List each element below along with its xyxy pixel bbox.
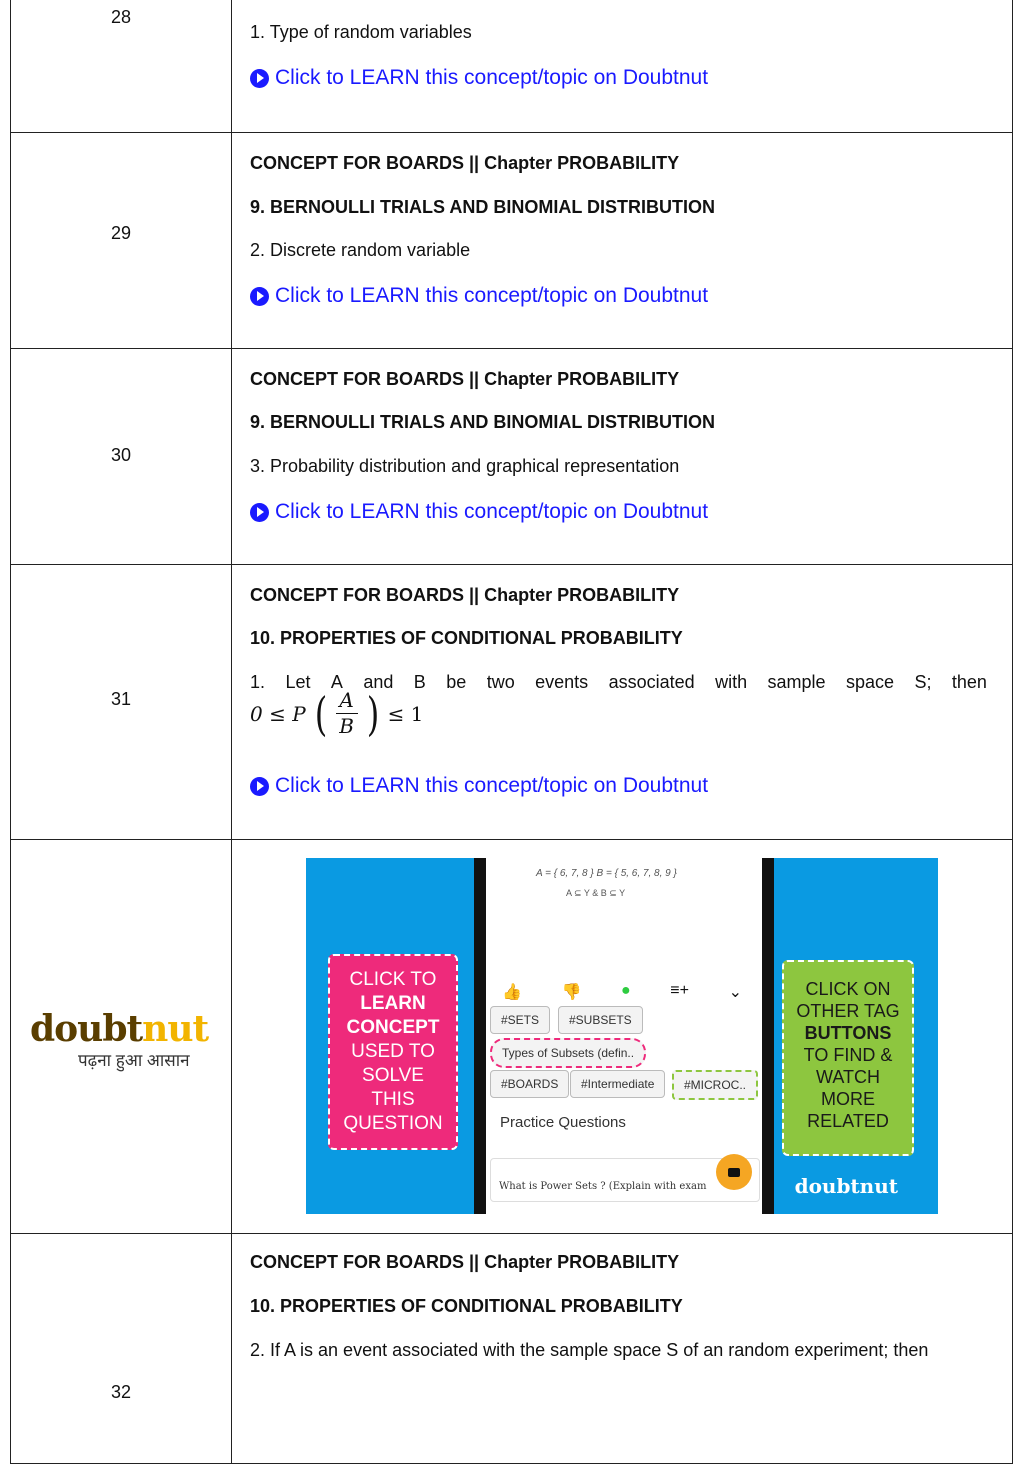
click-to-learn-panel[interactable]: CLICK TO LEARN CONCEPT USED TO SOLVE THIS QUESTION: [328, 954, 458, 1150]
topic-item-justified: 1. Let A and B be two events associated with sample space S; then: [250, 672, 987, 692]
table-row: [11, 133, 1013, 349]
row-number-cell: [11, 133, 232, 349]
right-paren: ): [366, 686, 379, 741]
row-number: 31: [110, 689, 132, 709]
table-row: [11, 0, 1013, 133]
row-number: 30: [110, 445, 132, 465]
inequality-formula: 0 ≤ P ( $\frac{A}{B}$ ) ≤ 1: [250, 686, 424, 741]
row-number-cell: [11, 1234, 232, 1464]
phone-action-icons: [502, 982, 742, 1002]
handwriting-line: A ⊆ Y & B ⊆ Y: [566, 888, 626, 898]
thumbs-up-icon[interactable]: 👍: [502, 984, 522, 1001]
play-circle-icon: [250, 69, 269, 88]
row-content-cell: [232, 565, 1013, 840]
row-number-cell: [11, 0, 232, 133]
tag-button[interactable]: #BOARDS: [490, 1070, 569, 1098]
left-paren: (: [314, 686, 327, 741]
thumbs-down-icon[interactable]: 👎: [561, 984, 582, 1001]
row-number: 32: [110, 1382, 132, 1402]
table-row: [11, 349, 1013, 565]
doubtnut-logo-small: doubtnut: [794, 1174, 898, 1198]
concept-table: [10, 0, 1013, 1464]
topic-item: 1. Type of random variables: [250, 22, 472, 42]
chevron-down-icon[interactable]: ⌄: [728, 984, 742, 1001]
row-content-cell: [232, 133, 1013, 349]
handwriting-line: A = { 6, 7, 8 } B = { 5, 6, 7, 8, 9 }: [536, 868, 677, 879]
add-playlist-icon[interactable]: ≡+: [670, 982, 689, 999]
phone-mockup: [474, 858, 774, 1214]
topic-item: 2. Discrete random variable: [250, 240, 471, 260]
ad-banner[interactable]: [306, 858, 938, 1214]
whatsapp-icon[interactable]: ●: [621, 982, 631, 999]
concept-heading: CONCEPT FOR BOARDS || Chapter PROBABILITY: [250, 369, 680, 389]
concept-heading: CONCEPT FOR BOARDS || Chapter PROBABILITY: [250, 1252, 680, 1272]
tag-button[interactable]: #SETS: [490, 1006, 550, 1034]
click-on-tags-panel[interactable]: CLICK ON OTHER TAG BUTTONS TO FIND & WATCH MORE RELATED: [782, 960, 914, 1156]
section-title: 9. BERNOULLI TRIALS AND BINOMIAL DISTRIBUTION: [250, 412, 715, 432]
tag-button[interactable]: #Intermediate: [570, 1070, 665, 1098]
section-title: 10. PROPERTIES OF CONDITIONAL PROBABILITY: [250, 1296, 683, 1316]
learn-link[interactable]: Click to LEARN this concept/topic on Doubtnut: [250, 66, 708, 90]
camera-icon[interactable]: [716, 1154, 752, 1190]
topic-item: 2. If A is an event associated with the sample space S of an random experiment; then: [250, 1340, 929, 1360]
table-row: [11, 1234, 1013, 1464]
topic-item: 3. Probability distribution and graphical representation: [250, 456, 680, 476]
row-number: 29: [110, 223, 132, 243]
row-content-cell: [232, 0, 1013, 133]
tag-button-highlight[interactable]: Types of Subsets (defin..: [490, 1038, 646, 1068]
learn-link[interactable]: Click to LEARN this concept/topic on Doubtnut: [250, 774, 708, 798]
row-content-cell: [232, 349, 1013, 565]
learn-link[interactable]: Click to LEARN this concept/topic on Doubtnut: [250, 284, 708, 308]
play-circle-icon: [250, 777, 269, 796]
doubtnut-logo: doubtnut पढ़ना हुआ आसान: [30, 1008, 209, 1070]
section-title: 10. PROPERTIES OF CONDITIONAL PROBABILITY: [250, 628, 683, 648]
play-circle-icon: [250, 503, 269, 522]
row-content-cell: [232, 1234, 1013, 1464]
question-card[interactable]: What is Power Sets ? (Explain with exam: [490, 1158, 760, 1202]
concept-heading: CONCEPT FOR BOARDS || Chapter PROBABILITY: [250, 153, 680, 173]
row-number: 28: [110, 7, 132, 27]
play-circle-icon: [250, 287, 269, 306]
table-row: [11, 565, 1013, 840]
concept-heading: CONCEPT FOR BOARDS || Chapter PROBABILITY: [250, 585, 680, 605]
row-number-cell: [11, 565, 232, 840]
practice-heading: Practice Questions: [500, 1114, 626, 1131]
learn-link[interactable]: Click to LEARN this concept/topic on Doubtnut: [250, 500, 708, 524]
fraction: $\frac{A}{B}$: [336, 690, 358, 737]
row-number-cell: [11, 349, 232, 565]
tag-button[interactable]: #SUBSETS: [558, 1006, 643, 1034]
tag-button[interactable]: #MICROC..: [672, 1070, 758, 1100]
section-title: 9. BERNOULLI TRIALS AND BINOMIAL DISTRIBUTION: [250, 197, 715, 217]
logo-tagline: पढ़ना हुआ आसान: [78, 1051, 190, 1070]
